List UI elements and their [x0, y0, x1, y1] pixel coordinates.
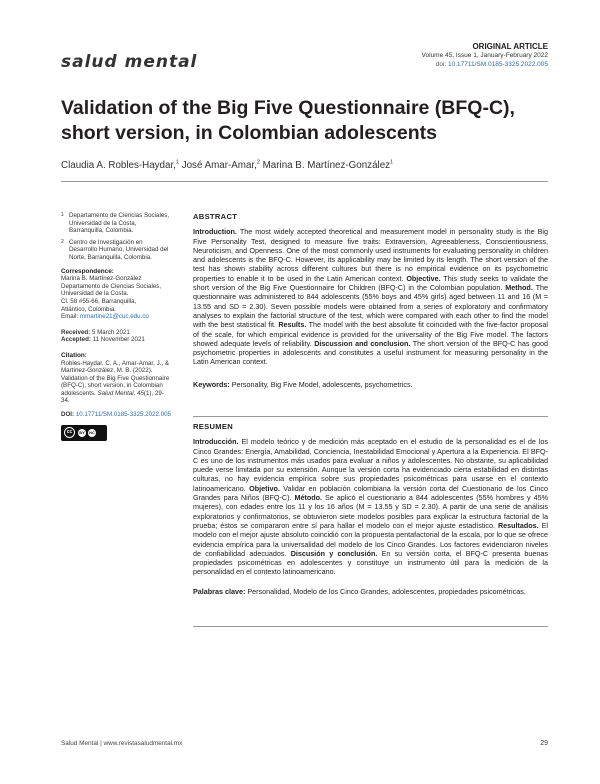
section-divider	[193, 416, 548, 417]
abstract-body: Introduction. The most widely accepted theoretical and measurement model in personality study is the Big Five Personality Test, designed to measure five traits: Extraversion, Agreeableness, Conscientiousness, Neuroticism, and Openness. One of the most commonly used instruments for evaluating personality in children and adolescents is the BFQ-C. However, its applicability may be limited by its length. The short version of the test has shown stability across different cultures but there is no empirical evidence on its psychometric properties to enable it to be used in the Latin American context. Objective. This study seeks to validate the short version of the Big Five Questionnaire for Children (BFQ-C) in the Colombian population. Method. The questionnaire was administered to 844 adolescents (55% boys and 45% girls) aged between 11 and 16 (M = 13.55 and SD = 2.30). Seven possible models were obtained from a series of exploratory and confirmatory analyses to explain the factorial structure of the test, which were compared with each other to find the model with the best statistical fit. Results. The model with the best absolute fit coincided with the five-factor proposal of the scale, for which empirical evidence is provided for the universality of the Big Five model. The factors showed adequate levels of reliability. Discussion and conclusion. The short version of the BFQ-C has good psychometric properties in adolescents and constitutes a useful instrument for measuring personality in the Latin American context.	[193, 227, 549, 367]
email-link[interactable]: mmartine21@cuc.edu.co	[79, 313, 149, 321]
volume-info: Volume 45, Issue 1, January-February 2022	[421, 52, 548, 59]
article-header-info	[422, 42, 548, 69]
article-title: Validation of the Big Five Questionnaire (BFQ-C), short version, in Colombian adolescents	[61, 97, 515, 144]
resumen-keywords: Palabras clave: Personalidad, Modelo de los Cinco Grandes, adolescentes, propiedades psicométricas.	[193, 586, 526, 596]
correspondence-line: Cl. 58 #55-66, Barranquilla,	[61, 297, 137, 305]
correspondence-line: Universidad de la Costa.	[61, 290, 129, 298]
journal-logo: salud mental	[61, 52, 198, 72]
header-doi: doi: 10.17711/SM.0185-3325.2022.005	[435, 60, 548, 68]
author: José Amar-Amar,$^2$	[181, 160, 260, 172]
dates: Received: 5 March 2021 Accepted: 11 November 2021	[61, 328, 145, 344]
correspondence-line: Departamento de Ciencias Sociales,	[61, 282, 162, 290]
affiliation: 2 Centro de Investigación en Desarrollo Humano, Universidad del Norte, Barranquilla, Colombia.	[61, 238, 169, 261]
received-date: 5 March 2021	[91, 328, 130, 336]
page-number: 29	[540, 740, 548, 747]
correspondence	[61, 268, 171, 321]
affiliation: 1 Departamento de Ciencias Sociales, Universidad de la Costa, Barranquilla, Colombia.	[61, 212, 170, 235]
author-list	[61, 160, 393, 171]
cc-license-badge[interactable]	[61, 425, 107, 441]
sidebar-doi-link[interactable]: 10.17711/SM.0185-3325.2022.005	[75, 411, 171, 419]
resumen-body: Introducción. El modelo teórico y de medición más aceptado en el estudio de la personalidad es el de los Cinco Grandes: Energía, Amabilidad, Conciencia, Inestabilidad Emocional y Apertura a la Experiencia. El BFQ-C es uno de los instrumentos más usados para evaluar a niños y adolescentes. No obstante, su aplicabilidad puede verse limitada por su extensión. Aunque la versión corta ha evidenciado cierta estabilidad en distintas culturas, no hay evidencia empírica sobre sus propiedades psicométricas para usarse en el contexto latinoamericano. Objetivo. Validar en población colombiana la versión corta del Cuestionario de los Cinco Grandes para Niños (BFQ-C). Método. Se aplicó el cuestionario a 844 adolescentes (55% hombres y 45% mujeres), con edades entre los 11 y los 16 años (M = 13.55 y SD = 2.30). A partir de una serie de análisis exploratorios y confirmatorios, se obtuvieron siete modelos posibles para explicar la estructura factorial de la prueba; éstos se compararon entre sí para hallar el modelo con el mejor ajuste estadístico. Resultados. El modelo con el mejor ajuste absoluto coincidió con la propuesta pentafactorial de la escala, por lo que se ofrece evidencia empírica para la universalidad del modelo de los Cinco Grandes. Los factores evidenciaron niveles de confiabilidad adecuados. Discusión y conclusión. En su versión corta, el BFQ-C presenta buenas propiedades psicométricas en adolescentes y constituye un instrumento útil para la medición de la personalidad en el contexto latinoamericano.	[193, 437, 549, 577]
correspondence-line: Atlántico, Colombia.	[61, 305, 117, 313]
author: Claudia A. Robles-Haydar,$^1$	[61, 160, 179, 172]
by-icon: BY	[79, 429, 85, 435]
sidebar	[61, 212, 171, 441]
author: Marina B. Martínez-González$^1$	[262, 160, 394, 172]
article-type: ORIGINAL ARTICLE	[472, 42, 548, 51]
resumen-section	[193, 422, 548, 596]
resumen-heading: RESUMEN	[193, 422, 234, 431]
title-divider	[61, 181, 548, 182]
correspondence-line: Marina B. Martínez-González	[61, 275, 142, 283]
correspondence-label: Correspondence:	[61, 267, 114, 275]
citation-label: Citation:	[61, 351, 87, 359]
abstract-section	[193, 212, 548, 389]
footer: Salud Mental | www.revistasaludmental.mx	[61, 740, 183, 747]
email-line: Email: mmartine21@cuc.edu.co	[61, 313, 149, 321]
abstract-keywords: Keywords: Personality, Big Five Model, adolescents, psychometrics.	[193, 379, 413, 389]
section-divider	[193, 626, 548, 627]
cc-icon: cc	[64, 427, 75, 438]
citation: Citation: Robles-Haydar, C. A., Amar-Amar, J., & Martínez-González, M. B. (2022). Validation of the Big Five Questionnaire (BFQ-C), short version, in Colombian adolescents. Salud Mental, 45(1), 29-34.	[61, 351, 170, 405]
accepted-date: 11 November 2021	[92, 336, 145, 344]
sidebar-doi: DOI: 10.17711/SM.0185-3325.2022.005	[61, 411, 171, 419]
header-doi-link[interactable]: 10.17711/SM.0185-3325.2022.005	[448, 60, 548, 68]
abstract-heading: ABSTRACT	[193, 212, 238, 221]
nc-icon: NC	[89, 429, 95, 435]
